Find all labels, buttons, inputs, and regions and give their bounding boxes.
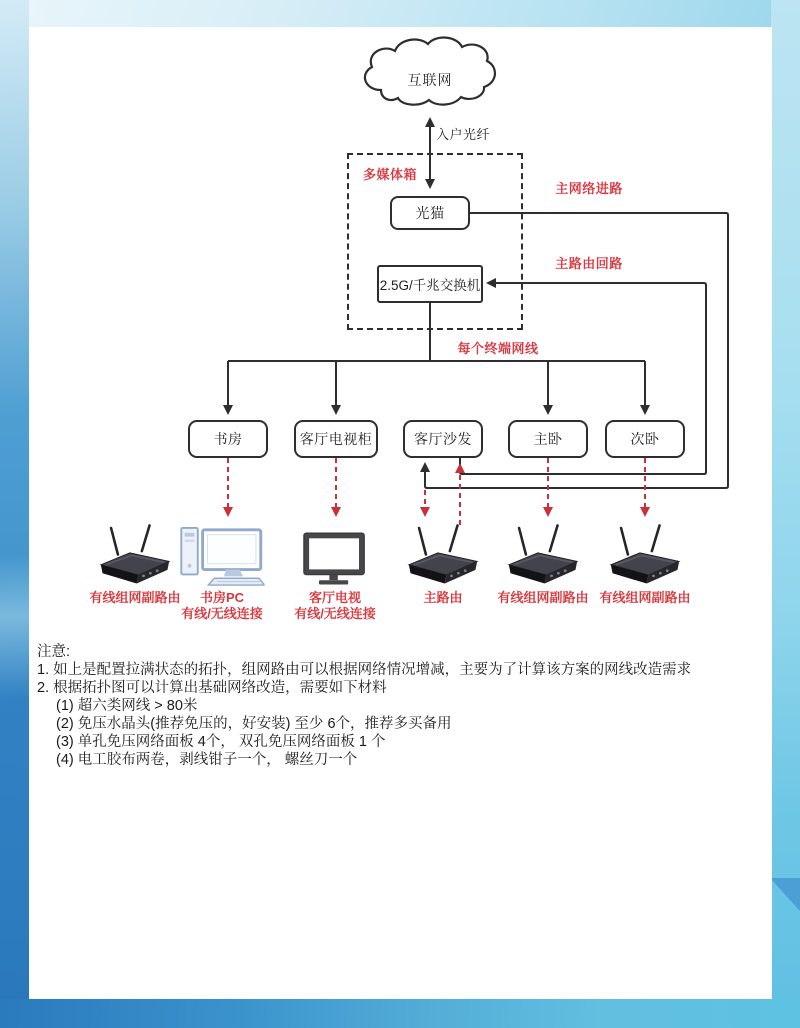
- device-label-line1: 书房PC: [199, 590, 245, 605]
- material-item-1: (1) 超六类网线 > 80米: [56, 698, 198, 714]
- router-icon: [604, 523, 686, 587]
- device-living-room-tv: [275, 530, 395, 621]
- device-label-line2: 有线/无线连接: [181, 605, 263, 621]
- material-item-2: (2) 免压水晶头(推荐免压的，好安装) 至少 6个，推荐多买备用: [56, 716, 452, 732]
- router-icon: [402, 523, 484, 587]
- note-line-1: 1. 如上是配置拉满状态的拓扑，组网路由可以根据网络情况增减，主要为了计算该方案的网线改造需求: [37, 662, 692, 678]
- room-box-tv-cabinet: 客厅电视柜: [294, 420, 378, 458]
- terminal-cable-label: 每个终端网线: [457, 341, 539, 356]
- device-label: 有线组网副路由: [599, 590, 691, 605]
- diagram-sheet: [29, 27, 772, 999]
- modem-box: 光猫: [390, 196, 470, 230]
- device-label-line1: 客厅电视: [308, 590, 361, 605]
- device-label: 有线组网副路由: [89, 590, 181, 605]
- main-router-loop-label: 主路由回路: [555, 256, 623, 271]
- material-item-3: (3) 单孔免压网络面板 4个， 双孔免压网络面板 1 个: [56, 734, 386, 750]
- tv-icon: [303, 530, 367, 587]
- left-border-stripe: [0, 0, 29, 1028]
- room-box-study: 书房: [188, 420, 268, 458]
- notes-title: 注意:: [37, 644, 71, 660]
- right-border-stripe: [771, 0, 800, 1028]
- notes-section: [37, 643, 769, 769]
- material-item-4: (4) 电工胶布两卷，剥线钳子一个， 螺丝刀一个: [56, 752, 358, 768]
- device-label: 有线组网副路由: [497, 590, 589, 605]
- room-box-sofa: 客厅沙发: [403, 420, 483, 458]
- multimedia-box-label: 多媒体箱: [363, 167, 418, 182]
- device-secondary-router-master: [488, 523, 598, 606]
- internet-label: 互联网: [407, 72, 453, 88]
- router-icon: [502, 523, 584, 587]
- device-main-router: [388, 523, 498, 606]
- room-box-master-bedroom: 主卧: [508, 420, 588, 458]
- switch-box: 2.5G/千兆交换机: [377, 265, 483, 303]
- device-label-line2: 有线/无线连接: [294, 605, 376, 621]
- device-study-pc: [162, 523, 282, 621]
- bottom-border-stripe: [0, 999, 800, 1028]
- room-box-second-bedroom: 次卧: [605, 420, 685, 458]
- device-label: [294, 590, 376, 621]
- fiber-label: 入户光纤: [436, 127, 491, 142]
- note-line-2: 2. 根据拓扑图可以计算出基础网络改造，需要如下材料: [37, 680, 387, 696]
- device-secondary-router-second: [590, 523, 700, 606]
- device-label: [181, 590, 263, 621]
- device-label: 主路由: [423, 590, 463, 605]
- main-inbound-label: 主网络进路: [555, 181, 623, 196]
- desktop-pc-icon: [179, 523, 265, 587]
